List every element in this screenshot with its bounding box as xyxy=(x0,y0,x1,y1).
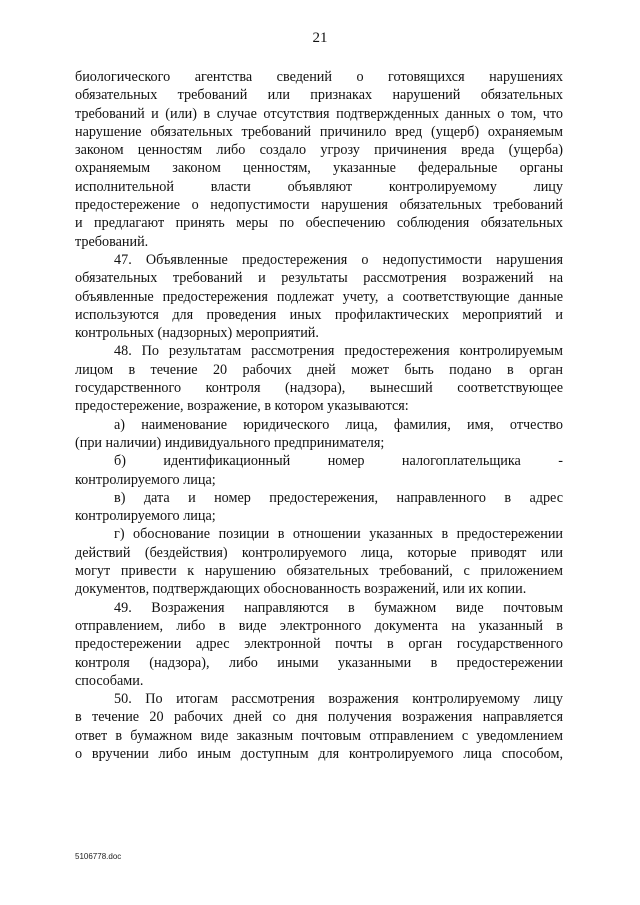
text-line: исполнительной власти объявляют контролируемому лицу xyxy=(75,178,563,195)
text-line: в) дата и номер предостережения, направленного в адрес xyxy=(114,489,563,506)
text-line: требований и (или) в случае отсутствия подтвержденных данных о том, что xyxy=(75,105,563,122)
paragraph-p50 xyxy=(75,690,563,763)
text-line: нарушение обязательных требований причинило вред (ущерб) охраняемым xyxy=(75,123,563,140)
text-line: требований. xyxy=(75,233,149,250)
text-line: контроля (надзора), либо иными указанными в предостережении xyxy=(75,654,563,671)
text-line: в течение 20 рабочих дней со дня получения возражения направляется xyxy=(75,709,563,726)
text-line: а) наименование юридического лица, фамилия, имя, отчество xyxy=(114,416,563,433)
text-line: отправлением, либо в виде электронного документа на указанный в xyxy=(75,617,563,634)
text-line: ответ в бумажном виде заказным почтовым отправлением с уведомлением xyxy=(75,727,563,744)
text-line: используются для проведения иных профилактических мероприятий и xyxy=(75,306,563,323)
text-line: предостережении адрес электронной почты в орган государственного xyxy=(75,636,563,653)
text-line: документов, подтверждающих обоснованность возражений, или их копии. xyxy=(75,581,527,598)
text-line: 50. По итогам рассмотрения возражения контролируемому лицу xyxy=(114,691,563,708)
text-line: 49. Возражения направляются в бумажном виде почтовым xyxy=(114,599,563,616)
text-line: и предлагают принять меры по обеспечению соблюдения обязательных xyxy=(75,215,563,232)
text-line: контролируемого лица; xyxy=(75,508,216,525)
text-line: государственного контроля (надзора), вынесший соответствующее xyxy=(75,380,563,397)
document-body xyxy=(75,68,563,763)
text-line: 47. Объявленные предостережения о недопустимости нарушения xyxy=(114,251,563,268)
text-line: контролируемого лица; xyxy=(75,471,216,488)
paragraph-p49 xyxy=(75,599,563,690)
text-line: контрольных (надзорных) мероприятий. xyxy=(75,325,319,342)
text-line: охраняемым законом ценностям, указанные федеральные органы xyxy=(75,160,563,177)
text-line: лицом в течение 20 рабочих дней может быть подано в орган xyxy=(75,361,563,378)
paragraph-p47 xyxy=(75,251,563,342)
text-line: объявленные предостережения подлежат учету, а соответствующие данные xyxy=(75,288,563,305)
paragraph-p48a xyxy=(75,416,563,453)
text-line: г) обоснование позиции в отношении указанных в предостережении xyxy=(114,526,563,543)
text-line: действий (бездействия) контролируемого лица, которые приводят или xyxy=(75,544,563,561)
paragraph-p48 xyxy=(75,342,563,415)
document-footer-code: 5106778.doc xyxy=(75,852,122,861)
text-line: 48. По результатам рассмотрения предостережения контролируемым xyxy=(114,343,563,360)
paragraph-p48g xyxy=(75,525,563,598)
text-line: предостережение, возражение, в котором указываются: xyxy=(75,398,409,415)
paragraph-p48b xyxy=(75,452,563,489)
text-line: способами. xyxy=(75,672,144,689)
text-line: предостережение о недопустимости нарушения обязательных требований xyxy=(75,197,563,214)
text-line: о вручении либо иным доступным для контролируемого лица способом, xyxy=(75,745,563,762)
text-line: биологического агентства сведений о готовящихся нарушениях xyxy=(75,69,563,85)
paragraph-p48v xyxy=(75,489,563,526)
text-line: обязательных требований или признаках нарушений обязательных xyxy=(75,87,563,104)
page-number: 21 xyxy=(312,30,328,46)
paragraph-p0 xyxy=(75,68,563,251)
text-line: (при наличии) индивидуального предпринимателя; xyxy=(75,434,385,451)
text-line: могут привести к нарушению обязательных требований, с приложением xyxy=(75,563,563,580)
text-line: обязательных требований и результаты рассмотрения возражений на xyxy=(75,270,563,287)
text-line: б) идентификационный номер налогоплательщика - xyxy=(114,453,563,470)
text-line: законом ценностям либо создало угрозу причинения вреда (ущерба) xyxy=(75,142,563,159)
